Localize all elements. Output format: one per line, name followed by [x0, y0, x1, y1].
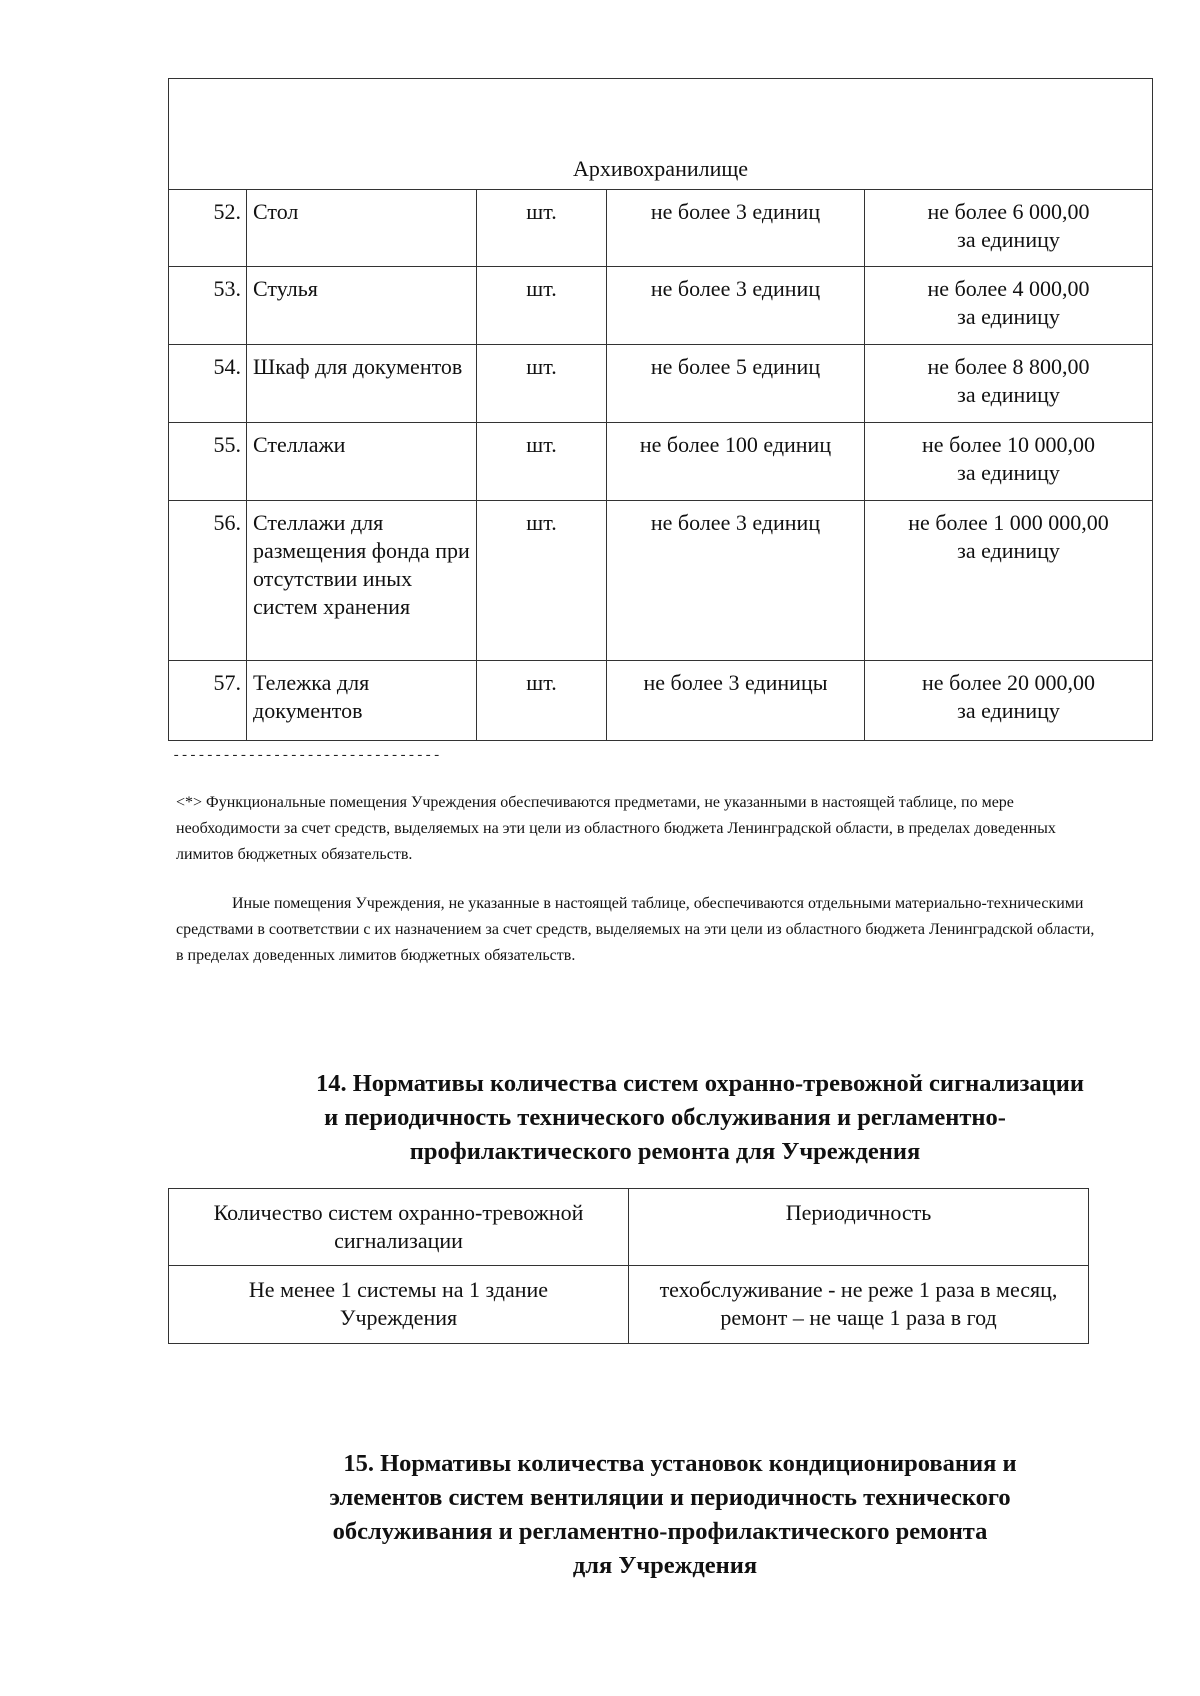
- price: [865, 190, 1153, 267]
- unit: шт.: [477, 501, 607, 661]
- item-name: Стеллажи для размещения фонда при отсутствии иных систем хранения: [247, 501, 477, 661]
- section-14-heading: [160, 1067, 1160, 1169]
- footnote-separator: --------------------------------: [172, 748, 441, 764]
- price-line: не более 20 000,00: [922, 670, 1095, 695]
- heading-line: и периодичность технического обслуживания и регламентно-: [324, 1104, 1006, 1131]
- price-unit: за единицу: [957, 382, 1060, 407]
- quantity: не более 3 единиц: [607, 190, 865, 267]
- heading-line: элементов систем вентиляции и периодичность технического: [329, 1484, 1011, 1511]
- section-15-heading: [160, 1447, 1160, 1583]
- price-unit: за единицу: [957, 304, 1060, 329]
- price: [865, 501, 1153, 661]
- unit: шт.: [477, 423, 607, 501]
- count-value: Не менее 1 системы на 1 здание Учреждения: [169, 1266, 629, 1344]
- price: [865, 661, 1153, 741]
- row-number: 53.: [169, 267, 247, 345]
- heading-line: 14. Нормативы количества систем охранно-тревожной сигнализации: [315, 1070, 1085, 1097]
- row-number: 57.: [169, 661, 247, 741]
- price-line: не более 10 000,00: [922, 432, 1095, 457]
- heading-line: профилактического ремонта для Учреждения: [409, 1138, 921, 1165]
- row-number: 56.: [169, 501, 247, 661]
- periodicity-value: [629, 1266, 1089, 1344]
- price-line: не более 1 000 000,00: [908, 510, 1109, 535]
- unit: шт.: [477, 661, 607, 741]
- row-number: 54.: [169, 345, 247, 423]
- periodicity-line: техобслуживание - не реже 1 раза в месяц,: [659, 1277, 1058, 1302]
- heading-line: 15. Нормативы количества установок кондиционирования и: [343, 1450, 1017, 1477]
- item-name: Шкаф для документов: [247, 345, 477, 423]
- section-header-archive: Архивохранилище: [169, 79, 1153, 190]
- unit: шт.: [477, 267, 607, 345]
- heading-line: обслуживания и регламентно-профилактического ремонта: [332, 1518, 988, 1545]
- price-line: не более 4 000,00: [927, 276, 1090, 301]
- table-row: [169, 190, 1153, 267]
- price: [865, 423, 1153, 501]
- row-number: 55.: [169, 423, 247, 501]
- quantity: не более 5 единиц: [607, 345, 865, 423]
- equipment-table: [168, 78, 1153, 741]
- quantity: не более 3 единиц: [607, 267, 865, 345]
- table-row: [169, 661, 1153, 741]
- price-unit: за единицу: [957, 698, 1060, 723]
- table-row: [169, 345, 1153, 423]
- price: [865, 345, 1153, 423]
- table-row: [169, 423, 1153, 501]
- price: [865, 267, 1153, 345]
- price-unit: за единицу: [957, 460, 1060, 485]
- quantity: не более 3 единиц: [607, 501, 865, 661]
- footnote: <*> Функциональные помещения Учреждения обеспечиваются предметами, не указанными в настоящей таблице, по мере необходимости за счет средств, выделяемых на эти цели из областного бюджета Ленинградской области, в пределах доведенных лимитов бюджетных обязательств.: [176, 794, 1056, 863]
- table-row: [169, 501, 1153, 661]
- column-header-count: Количество систем охранно-тревожной сигнализации: [169, 1189, 629, 1266]
- quantity: не более 3 единицы: [607, 661, 865, 741]
- table-row: [169, 267, 1153, 345]
- row-number: 52.: [169, 190, 247, 267]
- price-line: не более 8 800,00: [927, 354, 1090, 379]
- body-paragraph: Иные помещения Учреждения, не указанные в настоящей таблице, обеспечиваются отдельными материально-техническими средствами в соответствии с их назначением за счет средств, выделяемых на эти цели из областного бюджета Ленинградской области, в пределах доведенных лимитов бюджетных обязательств.: [176, 895, 1095, 964]
- unit: шт.: [477, 190, 607, 267]
- unit: шт.: [477, 345, 607, 423]
- alarm-systems-table: [168, 1188, 1089, 1344]
- column-header-periodicity: Периодичность: [629, 1189, 1089, 1266]
- price-unit: за единицу: [957, 538, 1060, 563]
- item-name: Стулья: [247, 267, 477, 345]
- heading-line: для Учреждения: [572, 1552, 758, 1579]
- price-line: не более 6 000,00: [927, 199, 1090, 224]
- price-unit: за единицу: [957, 227, 1060, 252]
- periodicity-line: ремонт – не чаще 1 раза в год: [720, 1305, 997, 1330]
- item-name: Стеллажи: [247, 423, 477, 501]
- item-name: Стол: [247, 190, 477, 267]
- item-name: Тележка для документов: [247, 661, 477, 741]
- quantity: не более 100 единиц: [607, 423, 865, 501]
